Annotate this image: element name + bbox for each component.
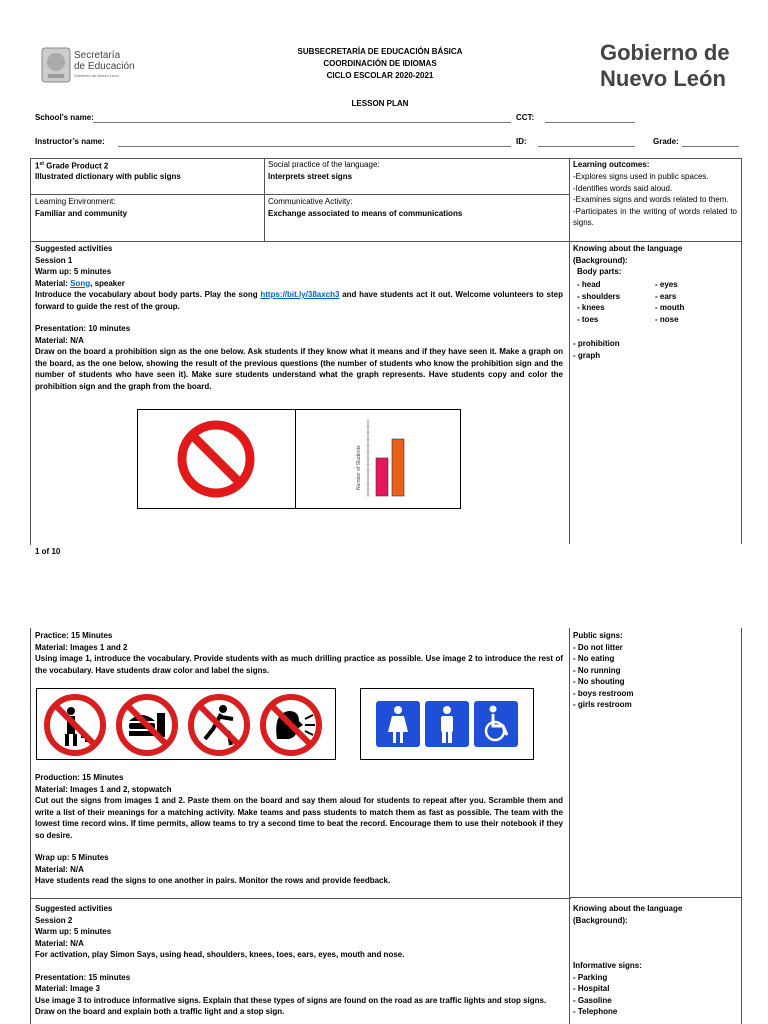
seal-icon xyxy=(38,44,74,86)
header-line-2: COORDINACIÓN DE IDIOMAS xyxy=(323,59,437,68)
list-item: - Parking xyxy=(573,972,608,982)
product-title: 1st Grade Product 2 xyxy=(35,161,109,171)
gobierno-logo xyxy=(600,40,730,92)
school-field[interactable] xyxy=(93,112,511,123)
header-line-3: CICLO ESCOLAR 2020-2021 xyxy=(326,71,434,80)
outcomes-label: Learning outcomes: xyxy=(573,160,650,169)
boys-restroom-icon xyxy=(425,701,469,747)
students-bar-chart xyxy=(296,410,460,508)
y-axis-label: Number of Students xyxy=(356,445,362,490)
graph-box xyxy=(295,409,461,509)
prohibition-sign-icon xyxy=(138,410,295,508)
logo-text-2: de Educación xyxy=(74,61,135,72)
secretaria-logo xyxy=(38,44,138,86)
list-item: - girls restroom xyxy=(573,700,632,709)
gobierno-line-2: Nuevo León xyxy=(600,66,726,91)
body-parts-col1 xyxy=(577,279,620,325)
presentation-text: Use image 3 to introduce informative signs. Explain that these types of signs are found on the road as are traffic lights and stop signs. xyxy=(35,995,547,1005)
girls-restroom-icon xyxy=(376,701,420,747)
practice-block xyxy=(35,630,563,676)
list-item: - No running xyxy=(573,665,621,675)
list-item: - boys restroom xyxy=(573,688,634,698)
presentation-material: Material: N/A xyxy=(35,335,84,345)
session1-block xyxy=(35,243,563,392)
list-item: - No eating xyxy=(573,654,615,663)
knowing1-block xyxy=(573,243,737,278)
accessible-restroom-icon xyxy=(474,701,518,747)
restroom-signs-strip xyxy=(361,689,533,759)
presentation-text: Draw on the board a prohibition sign as the one below. Ask students if they know what it means and if they have seen it. Make a graph on the board, as the one below, showing the result of the previous questions (the number of students who know the prohibition sign and the number of students who have seen it). Make sure students understand what the graph represents. Have students copy and color the prohibition sign and the graph from the board. xyxy=(35,347,563,391)
production-text: Cut out the signs from images 1 and 2. Paste them on the board and say them aloud for students to repeat after you. Scramble them and write a list of their meanings for a matching activity. Make teams and pass students to match them as fast as possible. The team with the lowest time record wins. If time permits, allow teams to try a second time to beat the record. Encourage them to use their notebook if they so desire. xyxy=(35,796,563,840)
activities-heading: Suggested activities xyxy=(35,244,113,253)
list-item: - Hospital xyxy=(573,984,610,993)
list-item: - No shouting xyxy=(573,677,625,686)
session-label: Session 2 xyxy=(35,915,73,925)
id-label: ID: xyxy=(516,137,527,146)
song-link[interactable]: Song xyxy=(70,278,91,288)
list-item: - head xyxy=(577,280,601,289)
logo-text-1: Secretaría xyxy=(74,50,121,61)
bar-seen xyxy=(392,439,404,496)
warmup-text: Introduce the vocabulary about body parts. Play the song https://bit.ly/38axch3 and have students act it out. Welcome volunteers to step forward to guide the rest of the group. xyxy=(35,290,563,311)
social-value: Interprets street signs xyxy=(268,172,353,181)
cct-field[interactable] xyxy=(545,112,635,123)
public-signs-block xyxy=(573,630,633,711)
background-label: (Background): xyxy=(573,255,628,265)
comm-label: Communicative Activity: xyxy=(268,197,353,206)
list-item: - mouth xyxy=(655,303,685,312)
informative-label: Informative signs: xyxy=(573,961,642,970)
outcome-item: -Participates in the writing of words related to signs. xyxy=(573,206,737,227)
bar-know xyxy=(376,458,388,496)
prohibition-signs-strip xyxy=(37,689,335,759)
comm-value: Exchange associated to means of communications xyxy=(268,209,463,218)
wrapup-title: Wrap up: 5 Minutes xyxy=(35,853,109,862)
outcome-item: -Explores signs used in public spaces. xyxy=(573,172,709,181)
env-label: Learning Environment: xyxy=(35,197,116,206)
product-name: Illustrated dictionary with public signs xyxy=(35,172,181,181)
wrapup-text: Have students read the signs to one another in pairs. Monitor the rows and provide feedback. xyxy=(35,876,391,885)
list-item: - nose xyxy=(655,314,679,324)
list-item: - Do not litter xyxy=(573,642,623,652)
gobierno-line-1: Gobierno de xyxy=(600,40,730,65)
logo-text-3: Gobierno de Nuevo León xyxy=(74,73,119,78)
list-item: - graph xyxy=(573,350,601,360)
session2-block xyxy=(35,903,563,1018)
list-item: - Gasoline xyxy=(573,995,612,1005)
background-label: (Background): xyxy=(573,915,628,925)
warmup-label: Warm up: 5 minutes xyxy=(35,267,112,276)
knowing-label: Knowing about the language xyxy=(573,904,683,913)
list-item: - prohibition xyxy=(573,339,620,348)
presentation-label: Presentation: 10 minutes xyxy=(35,324,131,333)
warmup-material: Material: Song, speaker xyxy=(35,278,125,288)
cct-label: CCT: xyxy=(516,113,535,122)
id-field[interactable] xyxy=(538,136,635,147)
image1-box xyxy=(36,688,336,760)
social-label: Social practice of the language: xyxy=(268,160,380,169)
activation-text: For activation, play Simon Says, using head, shoulders, knees, toes, ears, eyes, mouth and nose. xyxy=(35,950,405,959)
body-parts-col2 xyxy=(655,279,684,325)
header-line-1: SUBSECRETARÍA DE EDUCACIÓN BÁSICA xyxy=(297,47,463,56)
warmup-material: Material: N/A xyxy=(35,938,84,948)
body-parts-label: Body parts: xyxy=(577,267,622,276)
list-item: - knees xyxy=(577,303,605,312)
warmup-label: Warm up: 5 minutes xyxy=(35,927,112,936)
no-eating-icon xyxy=(119,697,175,753)
outcomes-list xyxy=(573,171,737,229)
page-title: LESSON PLAN xyxy=(351,99,409,108)
list-item: - shoulders xyxy=(577,291,621,301)
session-label: Session 1 xyxy=(35,255,73,265)
outcome-item: -Identifies words said aloud. xyxy=(573,183,673,193)
list-item: - Telephone xyxy=(573,1007,618,1016)
knowing1-extra xyxy=(573,338,620,361)
instructor-label: Instructor’s name: xyxy=(35,137,105,146)
prohibition-sign-box xyxy=(137,409,296,509)
no-litter-icon xyxy=(47,697,103,753)
knowing-label: Knowing about the language xyxy=(573,244,683,253)
page-number: 1 of 10 xyxy=(35,547,61,556)
presentation-label: Presentation: 15 minutes xyxy=(35,972,131,982)
no-running-icon xyxy=(191,697,247,753)
wrapup-material: Material: N/A xyxy=(35,864,84,874)
outcome-item: -Examines signs and words related to them. xyxy=(573,195,729,204)
knowing2-block xyxy=(573,903,682,1018)
grade-field[interactable] xyxy=(682,136,739,147)
presentation-material: Material: Image 3 xyxy=(35,984,100,993)
activities-heading: Suggested activities xyxy=(35,904,113,913)
instructor-field[interactable] xyxy=(118,136,511,147)
list-item: - toes xyxy=(577,314,599,324)
list-item: - ears xyxy=(655,291,677,301)
image2-box xyxy=(360,688,534,760)
production-title: Production: 15 Minutes xyxy=(35,773,124,782)
grade-label: Grade: xyxy=(653,137,679,146)
public-signs-label: Public signs: xyxy=(573,631,623,640)
school-label: School’s name: xyxy=(35,113,94,122)
practice-material: Material: Images 1 and 2 xyxy=(35,642,128,652)
list-item: - eyes xyxy=(655,280,678,289)
no-shouting-icon xyxy=(263,697,319,753)
production-block xyxy=(35,772,563,887)
practice-text: Using image 1, introduce the vocabulary. Provide students with as much drilling practice as possible. Use image 2 to introduce the rest of the vocabulary. Have students draw color and label the signs. xyxy=(35,654,563,675)
practice-title: Practice: 15 Minutes xyxy=(35,631,113,640)
env-value: Familiar and community xyxy=(35,209,128,218)
production-material: Material: Images 1 and 2, stopwatch xyxy=(35,784,172,794)
presentation-text: Draw on the board and explain both a traffic light and a stop sign. xyxy=(35,1007,285,1016)
song-url-link[interactable]: https://bit.ly/38axch3 xyxy=(260,290,340,299)
